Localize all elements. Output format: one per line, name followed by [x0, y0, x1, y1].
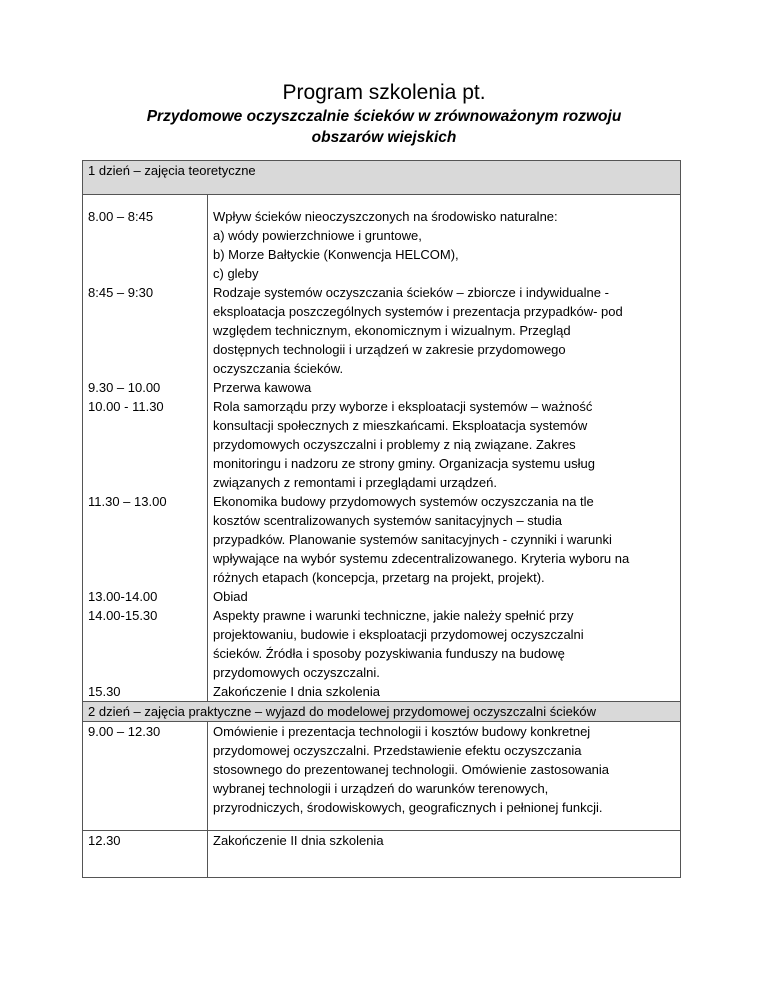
description-line: eksploatacja poszczególnych systemów i prezentacja przypadków- pod [213, 303, 623, 319]
session-time: 14.00-15.30 [88, 607, 158, 623]
description-line: względem technicznym, ekonomicznym i wizualnym. Przegląd [213, 322, 571, 338]
description-line: przyrodniczych, środowiskowych, geograficznych i pełnionej funkcji. [213, 799, 603, 815]
session-time: 15.30 [88, 683, 121, 699]
day1-times-column [83, 207, 208, 702]
day1-descriptions-column [208, 207, 681, 702]
description-line: wybranej technologii i urządzeń do warunków terenowych, [213, 780, 549, 796]
description-line: Ekonomika budowy przydomowych systemów oczyszczania na tle [213, 493, 594, 509]
session-description [213, 606, 675, 682]
session-time: 13.00-14.00 [88, 588, 158, 604]
description-line: wpływające na wybór systemu zdecentralizowanego. Kryteria wyboru na [213, 550, 630, 566]
description-line: b) Morze Bałtyckie (Konwencja HELCOM), [213, 246, 459, 262]
description-line: kosztów scentralizowanych systemów sanitacyjnych – studia [213, 512, 562, 528]
program-table [82, 160, 681, 878]
document-subtitle [110, 106, 658, 148]
description-line: ścieków. Źródła i sposoby pozyskiwania funduszy na budowę [213, 645, 565, 661]
description-line: różnych etapach (koncepcja, przetarg na projekt, projekt). [213, 569, 545, 585]
description-line: Omówienie i prezentacja technologii i kosztów budowy konkretnej [213, 723, 591, 739]
subtitle-line: Przydomowe oczyszczalnie ścieków w zrównoważonym rozwoju [146, 108, 622, 125]
day1-heading: 1 dzień – zajęcia teoretyczne [83, 161, 681, 195]
session-description [213, 587, 675, 606]
description-line: monitoringu i nadzoru ze strony gminy. Organizacja systemu usług [213, 455, 595, 471]
day2-end-time: 12.30 [83, 830, 208, 877]
session-description [213, 492, 675, 587]
description-line: Aspekty prawne i warunki techniczne, jakie należy spełnić przy [213, 607, 574, 623]
description-line: przydomowej oczyszczalni. Przedstawienie efektu oczyszczania [213, 742, 582, 758]
description-line: konsultacji społecznych z mieszkańcami. Eksploatacja systemów [213, 417, 588, 433]
session-time: 9.30 – 10.00 [88, 379, 161, 395]
day2-session-description [208, 721, 681, 830]
description-line: oczyszczania ścieków. [213, 360, 344, 376]
description-line: Obiad [213, 588, 248, 604]
description-line: przypadków. Planowanie systemów sanitacyjnych - czynniki i warunki [213, 531, 612, 547]
description-line: przydomowych oczyszczalni i problemy z nią związane. Zakres [213, 436, 576, 452]
session-time: 8:45 – 9:30 [88, 284, 154, 300]
session-description [213, 207, 675, 283]
description-line: związanych z remontami i przeglądami urządzeń. [213, 474, 497, 490]
description-line: przydomowych oczyszczalni. [213, 664, 380, 680]
description-line: Rodzaje systemów oczyszczania ścieków – zbiorcze i indywidualne - [213, 284, 609, 300]
document-title: Program szkolenia pt. [282, 81, 486, 104]
session-description [213, 682, 675, 701]
session-description [213, 283, 675, 378]
day2-heading: 2 dzień – zajęcia praktyczne – wyjazd do modelowej przydomowej oczyszczalni ścieków [83, 701, 681, 721]
description-line: c) gleby [213, 265, 259, 281]
description-line: Wpływ ścieków nieoczyszczonych na środowisko naturalne: [213, 208, 558, 224]
day2-end-description: Zakończenie II dnia szkolenia [208, 830, 681, 877]
session-description [213, 397, 675, 492]
session-time: 10.00 - 11.30 [88, 398, 164, 414]
subtitle-line: obszarów wiejskich [311, 129, 457, 146]
description-line: Zakończenie I dnia szkolenia [213, 683, 380, 699]
session-time: 11.30 – 13.00 [88, 493, 167, 509]
description-line: a) wódy powierzchniowe i gruntowe, [213, 227, 422, 243]
description-line: Przerwa kawowa [213, 379, 312, 395]
description-line: projektowaniu, budowie i eksploatacji przydomowej oczyszczalni [213, 626, 584, 642]
session-time: 8.00 – 8:45 [88, 208, 154, 224]
session-description [213, 378, 675, 397]
description-line: Rola samorządu przy wyborze i eksploatacji systemów – ważność [213, 398, 593, 414]
description-line: dostępnych technologii i urządzeń w zakresie przydomowego [213, 341, 566, 357]
description-line: stosownego do prezentowanej technologii. Omówienie zastosowania [213, 761, 610, 777]
day2-session-time: 9.00 – 12.30 [83, 721, 208, 830]
